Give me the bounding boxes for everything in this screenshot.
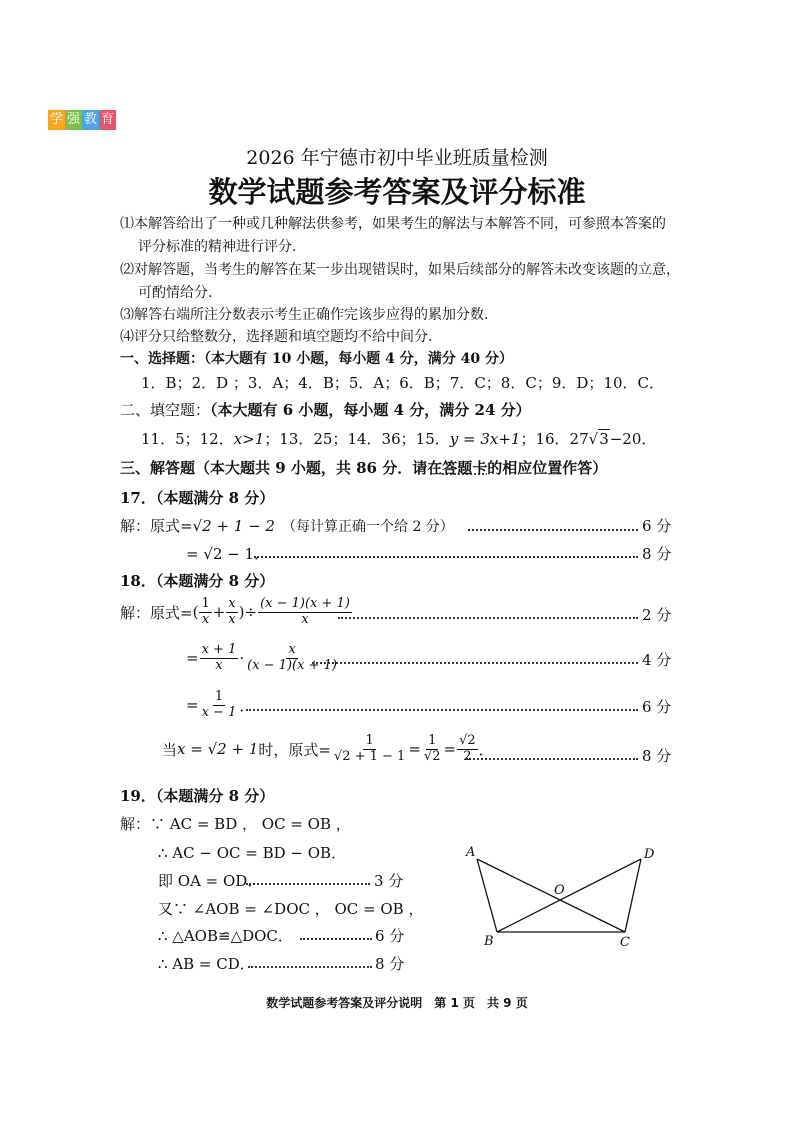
- numerator: √2: [459, 733, 476, 748]
- q18-score-1: 2 分: [642, 606, 672, 624]
- q19-figure: [460, 842, 680, 952]
- note-4: ⑷评分只给整数分，选择题和填空题均不给中间分.: [120, 329, 433, 345]
- q18-when: 当: [162, 740, 178, 759]
- q17-title: 17．（本题满分 8 分）: [120, 489, 275, 507]
- q19-step-5: ∴ △AOB≌△DOC．: [158, 927, 293, 945]
- fraction: [200, 690, 239, 721]
- fraction: [226, 597, 237, 628]
- q19-step-6: ∴ AB = CD．: [158, 955, 255, 973]
- section-1-desc: （本大题有 10 小题，每小题 4 分，满分 40 分）: [204, 351, 513, 367]
- q19-step-3: 即 OA = OD．: [158, 872, 263, 890]
- denominator: (x − 1)(x + 1): [247, 657, 337, 673]
- q17-jie: 解：原式=: [120, 517, 193, 535]
- fill-answers-part-2: ；13．25；14．36；15．: [264, 430, 450, 448]
- note-2: ⑵对解答题，当考生的解答在某一步出现错误时，如果后续部分的解答未改变该题的立意，: [120, 262, 680, 278]
- exam-title: 2026 年宁德市初中毕业班质量检测: [246, 147, 548, 169]
- equals-sign: =: [186, 696, 199, 715]
- divide-sign: ÷: [244, 603, 258, 622]
- fraction: [258, 597, 352, 628]
- section-3-text-b: 的相应位置作答）: [487, 459, 608, 477]
- q17-line-2: = √2 − 1．: [186, 545, 270, 563]
- label-b: B: [484, 934, 494, 949]
- fraction: [199, 597, 211, 628]
- q18-line-1: [120, 597, 353, 628]
- numerator: x + 1: [201, 642, 237, 657]
- q17-line-1: [120, 515, 275, 536]
- note-1: ⑴本解答给出了一种或几种解法供参考，如果考生的解法与本解答不同，可参照本答案的: [120, 216, 666, 232]
- period: ．: [239, 696, 255, 715]
- q18-jie: 解：原式=: [120, 603, 193, 622]
- numerator: 1: [365, 733, 374, 748]
- fraction: [200, 643, 239, 674]
- q19-title: 19．（本题满分 8 分）: [120, 787, 275, 805]
- section-1-heading: [120, 348, 513, 368]
- section-2-desc: （本大题有 6 小题，每小题 4 分，满分 24 分）: [210, 401, 531, 419]
- logo-char-1: 学: [48, 110, 65, 130]
- numerator: 1: [201, 596, 210, 611]
- segment-ab: [477, 859, 497, 932]
- label-a: A: [466, 845, 476, 860]
- fill-answers: 11．5；12．x>1；13．25；14．36；15．y = 3x+1；16．27√3−20．: [141, 430, 657, 448]
- note-3: ⑶解答右端所注分数表示考生正确作完该步应得的累加分数.: [120, 307, 489, 323]
- q19-score-5: 6 分: [375, 927, 405, 945]
- q19-score-3: 3 分: [374, 872, 404, 890]
- choice-answers: 1．B；2．D ；3．A；4．B；5．A；6．B；7．C；8．C；9．D；10．C．: [141, 374, 664, 392]
- q19-leader-3: [246, 883, 370, 885]
- q17-leader-2: [254, 556, 638, 558]
- q18-title: 18．（本题满分 8 分）: [120, 572, 275, 590]
- q18-leader-2: [312, 662, 638, 664]
- q18-leader-3: [246, 709, 638, 711]
- logo: [48, 110, 116, 130]
- denominator: √2: [423, 748, 441, 764]
- document-heading: 数学试题参考答案及评分标准: [208, 175, 586, 209]
- q18-line-2: [186, 643, 340, 674]
- label-c: C: [620, 935, 630, 950]
- fill-answers-part-3: ；16．27: [520, 430, 589, 448]
- page-footer: 数学试题参考答案及评分说明 第 1 页 共 9 页: [266, 996, 528, 1010]
- period: ．: [478, 740, 494, 759]
- paren-open: (: [192, 603, 199, 622]
- section-2-heading: [120, 399, 531, 420]
- q18-x-value: x = √2 + 1: [177, 740, 259, 759]
- q19-step-4: 又∵ ∠AOB = ∠DOC ， OC = OB ，: [158, 900, 424, 918]
- q17-score-1: 6 分: [642, 517, 672, 535]
- denominator: x: [215, 657, 223, 673]
- answer-12: x>1: [233, 430, 265, 448]
- numerator: (x − 1)(x + 1): [260, 596, 350, 611]
- q19-step-2: ∴ AC − OC = BD − OB．: [158, 844, 347, 862]
- q18-line-4: [162, 734, 494, 765]
- section-3-emphasis: 答题卡: [442, 459, 488, 477]
- logo-char-2: 强: [65, 110, 82, 130]
- fill-answers-part-1: 11．5；12．: [141, 430, 234, 448]
- fill-answers-part-4: −20．: [609, 430, 657, 448]
- multiply-dot: ·: [239, 649, 245, 668]
- q19-leader-6: [248, 966, 372, 968]
- logo-char-4: 育: [99, 110, 116, 130]
- numerator: 1: [214, 689, 224, 704]
- q18-score-4: 8 分: [642, 747, 672, 765]
- paren-close: ): [238, 603, 245, 622]
- q18-leader-4: [466, 758, 638, 760]
- logo-char-3: 教: [82, 110, 99, 130]
- plus-sign: +: [212, 603, 226, 622]
- q17-expr-1: √2 + 1 − 2: [192, 517, 275, 535]
- denominator: √2 + 1 − 1: [333, 748, 406, 764]
- fraction: [332, 734, 407, 765]
- q17-leader-1: [468, 529, 638, 531]
- denominator: x: [301, 611, 309, 627]
- q19-score-6: 8 分: [375, 955, 405, 973]
- denominator: 2: [463, 748, 472, 764]
- fraction: [422, 734, 443, 765]
- section-3-text-a: 三、解答题（本大题共 9 小题，共 86 分．请在: [120, 459, 443, 477]
- q19-step-1: 解：∵ AC = BD ， OC = OB ，: [120, 815, 351, 833]
- segment-bd: [497, 859, 641, 932]
- fraction: [245, 643, 339, 674]
- equals-sign: =: [443, 740, 457, 759]
- numerator: 1: [428, 733, 437, 748]
- section-1-label: 一、选择题：: [120, 351, 204, 367]
- section-3-heading: [120, 457, 607, 478]
- denominator: x − 1: [201, 704, 237, 720]
- q18-then: 时，原式=: [258, 740, 331, 759]
- label-d: D: [644, 847, 655, 862]
- note-2-cont: 可酌情给分.: [138, 285, 213, 301]
- denominator: x: [228, 611, 236, 627]
- segment-cd: [625, 859, 641, 932]
- numerator: x: [288, 642, 296, 657]
- numerator: x: [228, 596, 236, 611]
- segment-ac: [477, 859, 625, 932]
- equals-sign: =: [408, 740, 421, 759]
- denominator: x: [201, 611, 210, 627]
- q18-score-3: 6 分: [642, 698, 672, 716]
- section-2-label: 二、填空题：: [120, 401, 211, 419]
- fraction: [457, 734, 478, 765]
- q19-leader-5: [300, 938, 372, 940]
- note-1-cont: 评分标准的精神进行评分.: [138, 239, 297, 255]
- equals-sign: =: [186, 649, 199, 668]
- label-o: O: [554, 883, 565, 898]
- answer-15: y = 3x+1: [449, 430, 521, 448]
- q17-score-2: 8 分: [642, 545, 672, 563]
- q18-score-2: 4 分: [642, 651, 672, 669]
- q18-leader-1: [338, 617, 638, 619]
- q17-note: （每计算正确一个给 2 分）: [282, 519, 454, 535]
- q18-line-3: [186, 690, 254, 721]
- answer-16-radicand: 3: [599, 430, 609, 448]
